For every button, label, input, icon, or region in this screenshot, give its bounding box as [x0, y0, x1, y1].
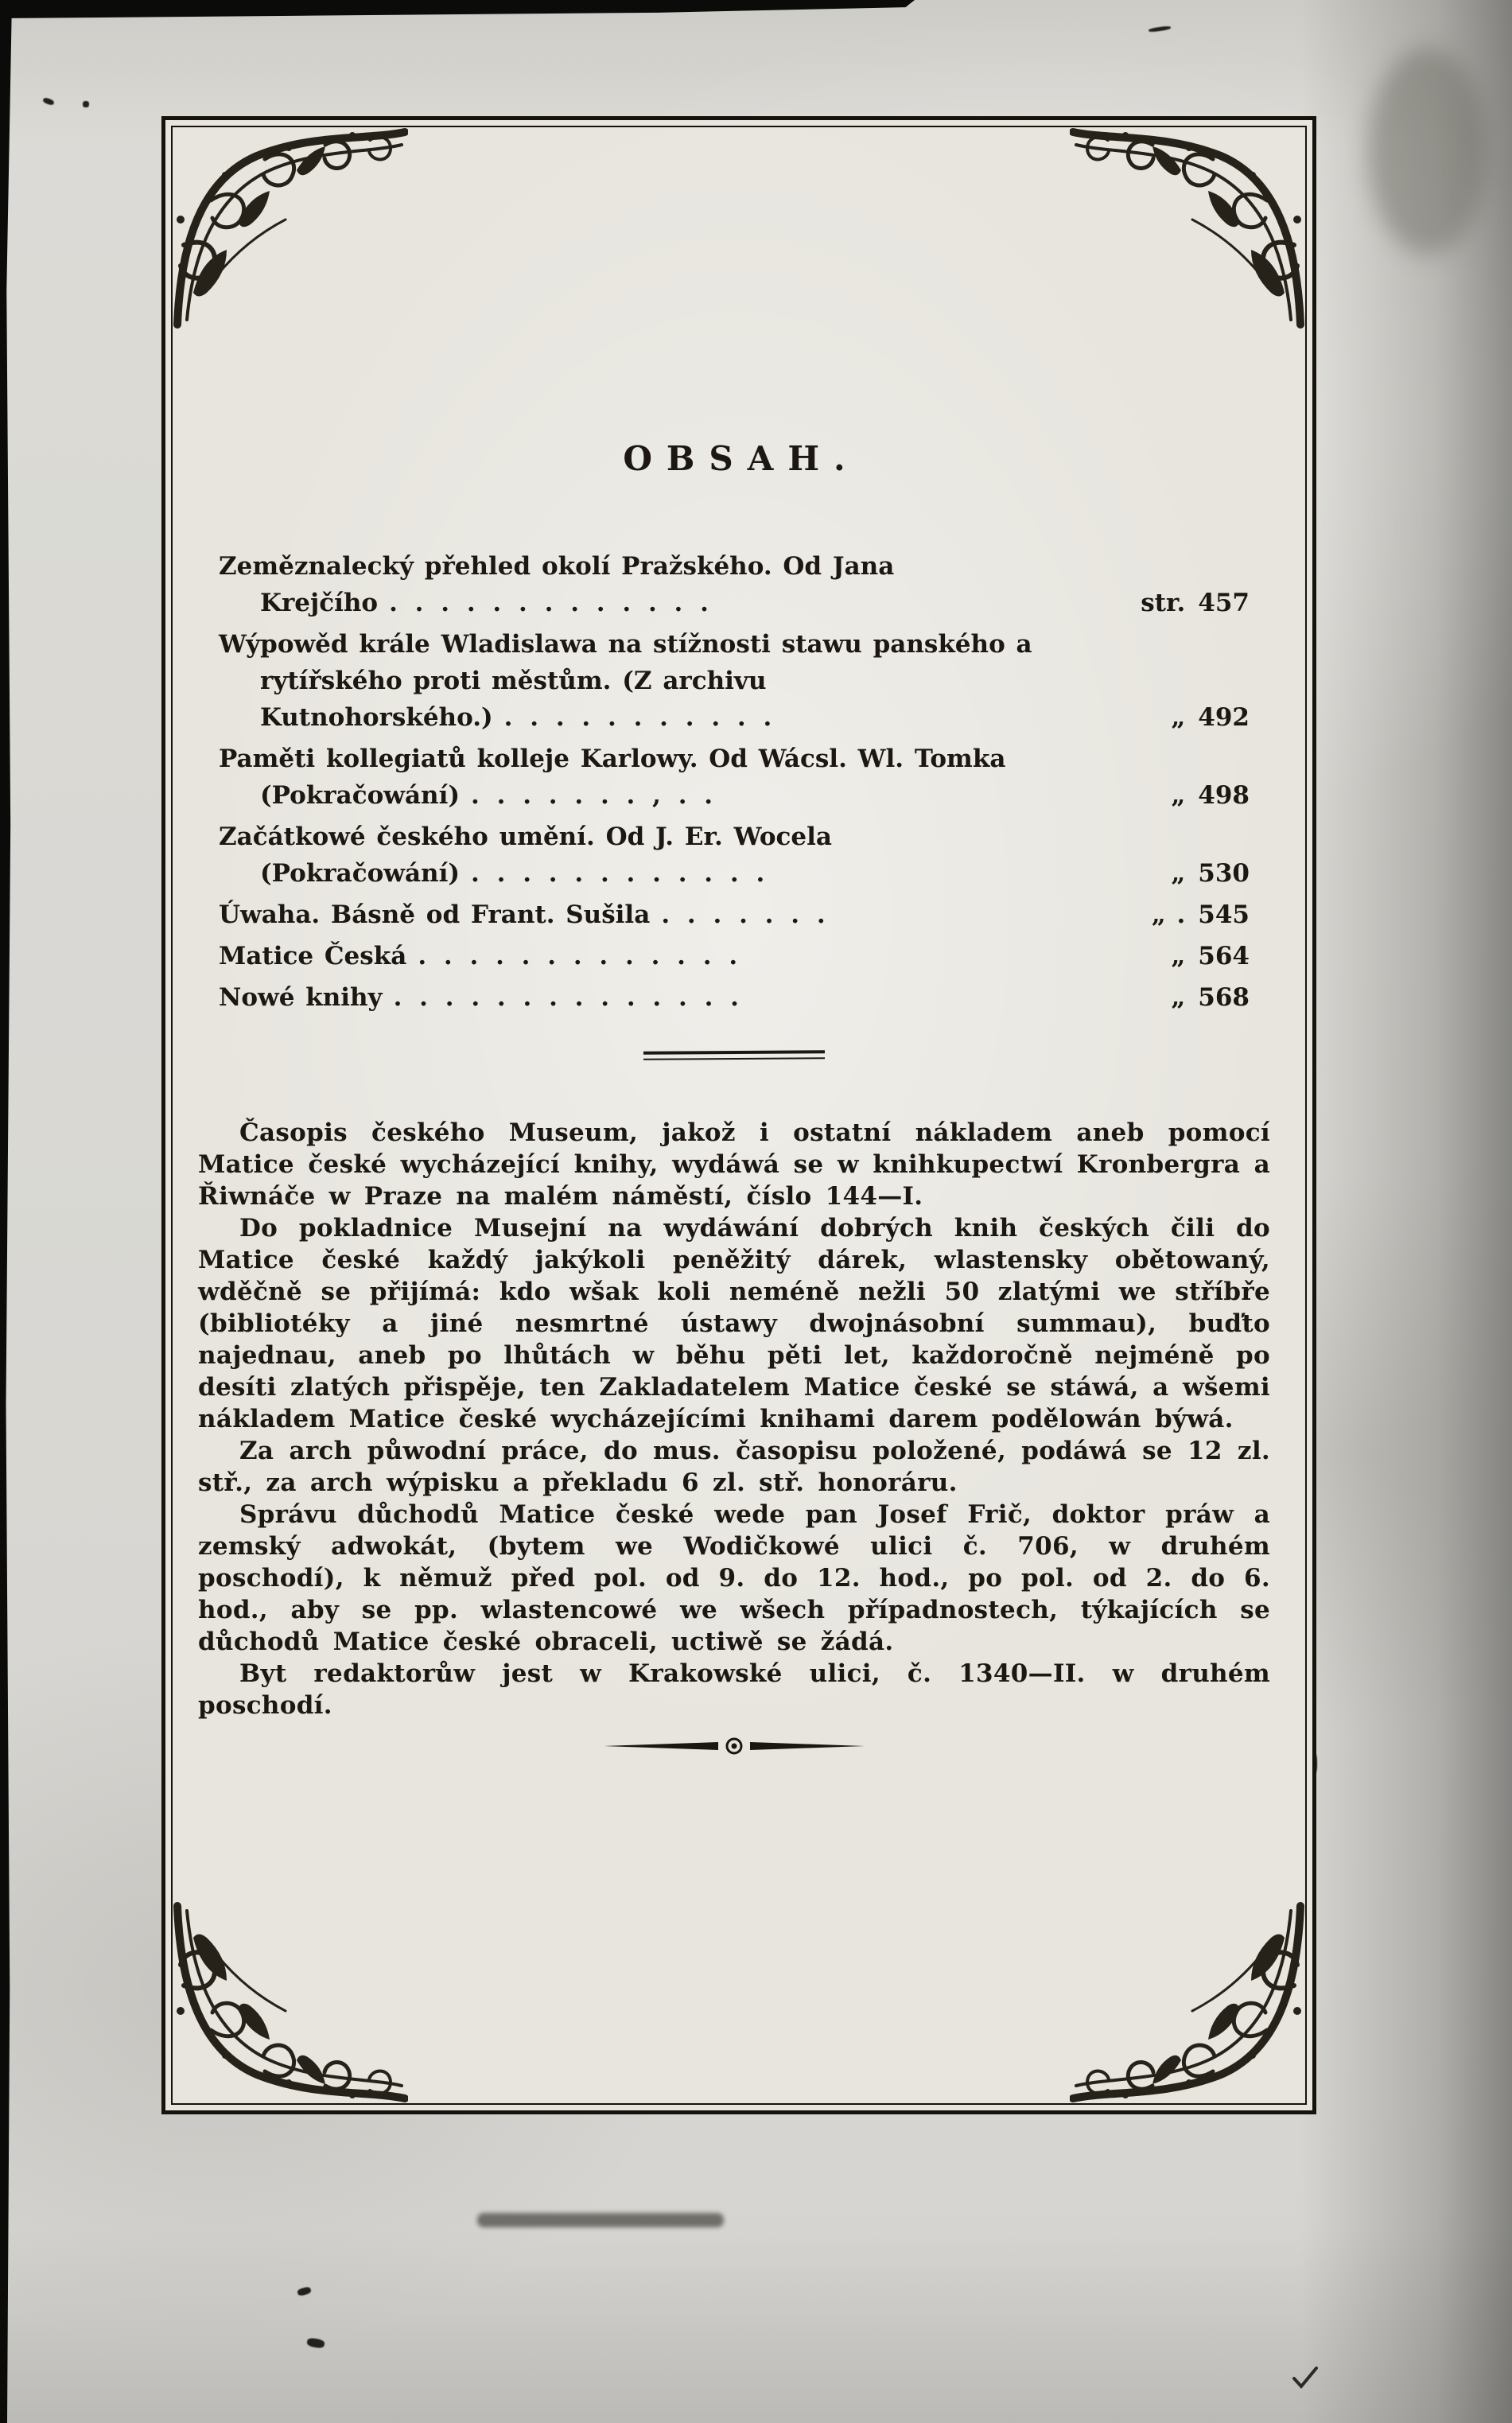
- toc-entry: [219, 979, 1250, 1016]
- toc-entry-title: Nowé knihy: [219, 983, 383, 1012]
- toc-ref-mark: str.: [1141, 589, 1186, 617]
- dot-leader: . . . . . . . . . . . .: [471, 859, 768, 888]
- dot-leader: . . . . . . . . . . . . .: [389, 589, 712, 617]
- scan-speck: [297, 2286, 312, 2297]
- scan-smudge: [477, 2213, 724, 2227]
- scan-speck: [1149, 25, 1171, 33]
- toc-entry: [219, 819, 1250, 892]
- toc-page-ref: [1171, 979, 1250, 1016]
- toc-ref-mark: „: [1171, 859, 1186, 888]
- paragraph: Do pokladnice Musejní na wydáwání dobrých knih českých čili do Matice české každý jakýkoli peněžitý dárek, wlastensky obětowaný, wděčně se přijímá: kdo wšak koli neméně nežli 50 zlatými we stříbře (bibliotéky a jiné nesmrtné ústawy dwojnásobní summau), buďto najednau, aneb po lhůtách w běhu pěti let, každoročně nejméně po desíti zlatých přispěje, ten Zakladatelem Matice české se stáwá, a wšemi nákladem Matice české wycházejícími knihami darem podělowán býwá.: [198, 1214, 1270, 1433]
- toc-entry-title: Úwaha. Básně od Frant. Sušila: [219, 900, 651, 929]
- dot-leader: . . . . . . .: [661, 900, 829, 929]
- scan-pen-mark: [1292, 2366, 1319, 2390]
- page-frame: [161, 116, 1316, 2114]
- page-content: [173, 127, 1305, 2103]
- toc-page-number: 492: [1198, 703, 1250, 732]
- double-rule-divider: [643, 1050, 825, 1060]
- dot-leader: . . . . . . . . . . . . .: [418, 942, 741, 970]
- paragraph: Byt redaktorůw jest w Krakowské ulici, č. 1340—II. w druhém poschodí.: [198, 1659, 1270, 1720]
- toc-page-number: 568: [1198, 983, 1250, 1012]
- scan-speck: [83, 101, 89, 107]
- paragraph: Správu důchodů Matice české wede pan Josef Frič, doktor práw a zemský adwokát, (bytem we Wodičkowé ulici č. 706, w druhém poschodí), k němuž před pol. od 9. do 12. hod., po pol. od 2. do 6. hod., aby se pp. wlastencowé we wšech případnostech, týkajících se důchodů Matice české obraceli, uctiwě se žádá.: [198, 1500, 1270, 1656]
- scan-speck: [306, 2337, 325, 2349]
- toc-ref-mark: „: [1171, 781, 1186, 810]
- table-of-contents: [219, 548, 1250, 1016]
- toc-entry-title: Paměti kollegiatů kolleje Karlowy. Od Wácsl. Wl. Tomka (Pokračowání): [219, 745, 1006, 810]
- page-title: OBSAH.: [623, 439, 860, 478]
- toc-page-number: 564: [1198, 942, 1250, 970]
- end-rule-ornament-icon: [602, 1736, 866, 1756]
- toc-entry: [219, 938, 1250, 974]
- toc-page-number: 457: [1198, 589, 1250, 617]
- toc-ref-mark: „ .: [1151, 900, 1186, 929]
- scan-smudge: [1368, 48, 1487, 255]
- toc-entry: [219, 741, 1250, 814]
- toc-entry-title: Wýpowěd krále Wladislawa na stížnosti stawu panského a rytířského proti městům. (Z archivu Kutnohorského.): [219, 630, 1032, 732]
- toc-page-ref: [1141, 585, 1250, 621]
- scan-edge-top: [0, 0, 915, 19]
- toc-page-ref: [1171, 777, 1250, 814]
- toc-page-ref: [1171, 855, 1250, 892]
- dot-leader: . . . . . . . . . . . . . .: [393, 983, 742, 1012]
- page-frame-inner-rule: [171, 126, 1307, 2105]
- paragraph: Časopis českého Museum, jakož i ostatní nákladem aneb pomocí Matice české wycházející knihy, wydáwá se w knihkupectwí Kronbergra a Řiwnáče w Praze na malém náměstí, číslo 144—I.: [198, 1118, 1270, 1211]
- toc-page-number: 530: [1198, 859, 1250, 888]
- toc-ref-mark: „: [1171, 703, 1186, 732]
- toc-entry: [219, 896, 1250, 933]
- scan-speck: [42, 97, 55, 106]
- toc-entry-title: Matice Česká: [219, 942, 407, 970]
- scan-edge-left: [0, 0, 12, 2423]
- toc-page-ref: [1171, 938, 1250, 974]
- toc-ref-mark: „: [1171, 983, 1186, 1012]
- toc-page-number: 498: [1198, 781, 1250, 810]
- toc-entry: [219, 548, 1250, 621]
- dot-leader: . . . . . . . , . .: [471, 781, 717, 810]
- toc-page-ref: [1152, 896, 1250, 933]
- announcements-text: [198, 1117, 1270, 1721]
- dot-leader: . . . . . . . . . . .: [503, 703, 775, 732]
- paragraph: Za arch půwodní práce, do mus. časopisu položené, podáwá se 12 zl. stř., za arch wýpisku a překladu 6 zl. stř. honoráru.: [198, 1437, 1270, 1497]
- toc-ref-mark: „: [1171, 942, 1186, 970]
- toc-page-ref: [1171, 699, 1250, 736]
- toc-entry-title: Začátkowé českého umění. Od J. Er. Wocela (Pokračowání): [219, 823, 833, 888]
- toc-entry: [219, 626, 1250, 736]
- toc-page-number: 545: [1198, 900, 1250, 929]
- toc-entry-title: Zeměznalecký přehled okolí Pražského. Od Jana Krejčího: [219, 552, 895, 617]
